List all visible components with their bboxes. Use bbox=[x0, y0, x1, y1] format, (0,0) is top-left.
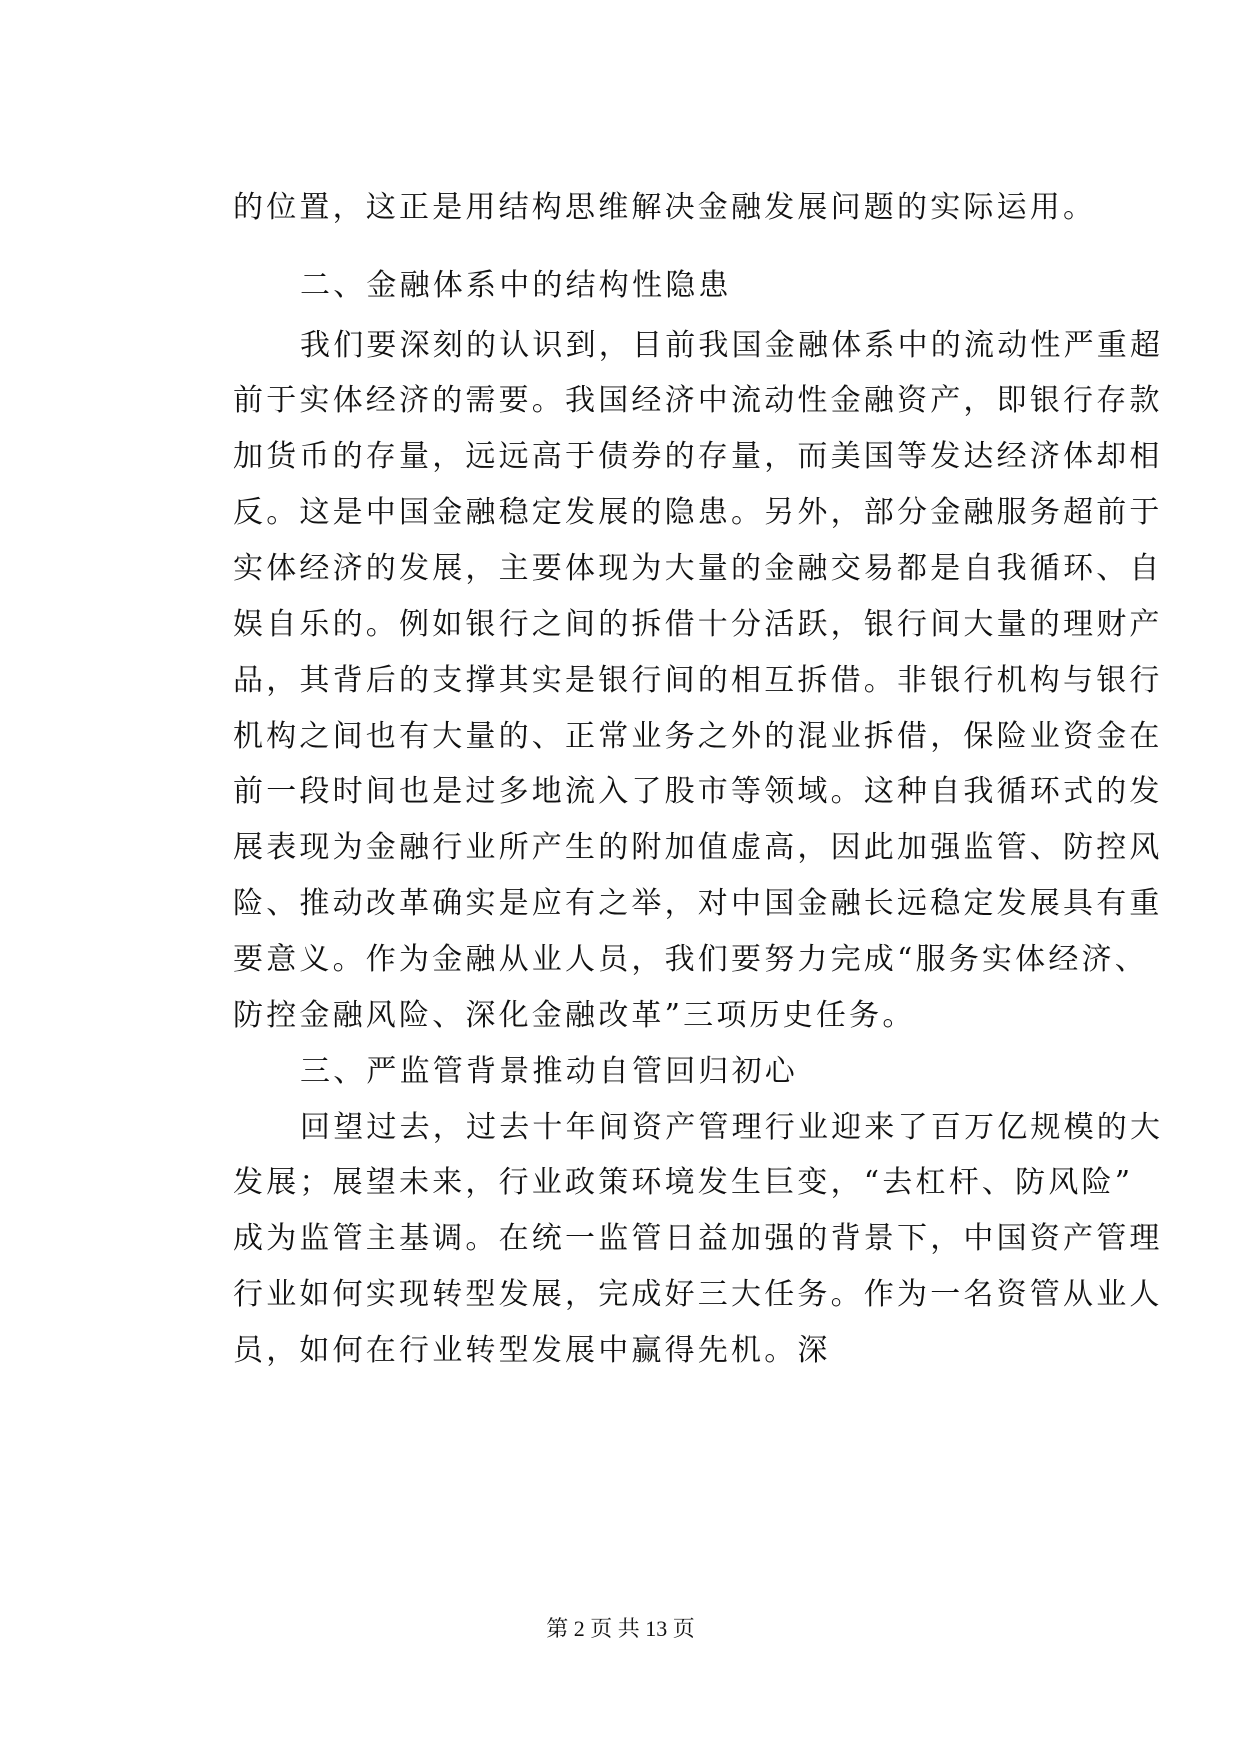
text-line-9: 品，其背后的支撑其实是银行间的相互拆借。非银行机构与银行 bbox=[233, 663, 1163, 698]
text-line-11: 前一段时间也是过多地流入了股市等领域。这种自我循环式的发 bbox=[233, 774, 1163, 809]
text-line-1: 的位置，这正是用结构思维解决金融发展问题的实际运用。 bbox=[233, 190, 1097, 225]
text-line-10: 机构之间也有大量的、正常业务之外的混业拆借，保险业资金在 bbox=[233, 719, 1163, 754]
text-line-21: 员，如何在行业转型发展中赢得先机。深 bbox=[233, 1333, 831, 1368]
section-heading-3: 三、严监管背景推动自管回归初心 bbox=[300, 1054, 798, 1089]
text-line-19: 成为监管主基调。在统一监管日益加强的背景下，中国资产管理 bbox=[233, 1221, 1163, 1256]
text-line-7: 实体经济的发展，主要体现为大量的金融交易都是自我循环、自 bbox=[233, 551, 1163, 586]
text-line-20: 行业如何实现转型发展，完成好三大任务。作为一名资管从业人 bbox=[233, 1277, 1163, 1312]
text-line-4: 前于实体经济的需要。我国经济中流动性金融资产，即银行存款 bbox=[233, 383, 1163, 418]
text-line-8: 娱自乐的。例如银行之间的拆借十分活跃，银行间大量的理财产 bbox=[233, 607, 1163, 642]
text-line-13: 险、推动改革确实是应有之举，对中国金融长远稳定发展具有重 bbox=[233, 886, 1163, 921]
section-heading-2: 二、金融体系中的结构性隐患 bbox=[300, 268, 732, 303]
text-line-17: 回望过去，过去十年间资产管理行业迎来了百万亿规模的大 bbox=[300, 1110, 1164, 1145]
page-number-footer: 第 2 页 共 13 页 bbox=[546, 1616, 695, 1641]
text-line-5: 加货币的存量，远远高于债券的存量，而美国等发达经济体却相 bbox=[233, 439, 1163, 474]
text-line-6: 反。这是中国金融稳定发展的隐患。另外，部分金融服务超前于 bbox=[233, 495, 1163, 530]
text-line-12: 展表现为金融行业所产生的附加值虚高，因此加强监管、防控风 bbox=[233, 830, 1163, 865]
text-line-14: 要意义。作为金融从业人员，我们要努力完成“服务实体经济、 bbox=[233, 942, 1148, 977]
text-line-15: 防控金融风险、深化金融改革”三项历史任务。 bbox=[233, 998, 916, 1033]
text-line-18: 发展；展望未来，行业政策环境发生巨变，“去杠杆、防风险” bbox=[233, 1165, 1134, 1200]
text-line-3: 我们要深刻的认识到，目前我国金融体系中的流动性严重超 bbox=[300, 328, 1164, 363]
